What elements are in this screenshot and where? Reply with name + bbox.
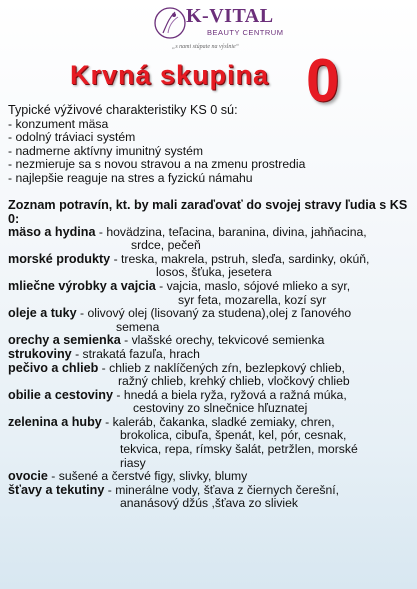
title-text: Krvná skupina xyxy=(70,60,270,90)
separator: - xyxy=(110,251,122,266)
foods-heading: Zoznam potravín, kt. by mali zaraďovať do svojej stravy ľudia s KS 0: xyxy=(8,197,408,226)
food-category-name: mäso a hydina xyxy=(8,224,96,239)
logo-mark-icon xyxy=(153,6,187,40)
food-category-name: zelenina a huby xyxy=(8,414,102,429)
separator: - xyxy=(113,387,124,402)
food-items: vlašské orechy, tekvicové semienka xyxy=(131,333,325,348)
title-letter: 0 xyxy=(306,47,340,114)
food-items-cont: ananásový džús ,šťava zo sliviek xyxy=(120,496,298,511)
food-category xyxy=(8,226,410,253)
food-items: treska, makrela, pstruh, sleďa, sardinky, okúň, xyxy=(121,251,370,266)
logo-subtitle: BEAUTY CENTRUM xyxy=(207,28,284,37)
food-category xyxy=(8,484,410,511)
food-items-cont: riasy xyxy=(120,455,146,470)
food-category-name: ovocie xyxy=(8,469,48,484)
food-items: chlieb z naklíčených zŕn, bezlepkový chlieb, xyxy=(109,360,345,375)
characteristics-heading: Typické výživové charakteristiky KS 0 sú: xyxy=(8,103,238,117)
characteristics-list xyxy=(8,118,410,186)
food-items: hnedá a biela ryža, ryžová a ražná múka, xyxy=(123,387,347,402)
logo-brand: K-VITAL xyxy=(186,5,274,27)
food-items: hovädzina, teľacina, baranina, divina, jahňacina, xyxy=(106,224,367,239)
separator: - xyxy=(98,360,110,375)
separator: - xyxy=(104,482,116,497)
food-items-cont: tekvica, repa, rímsky šalát, petržlen, morské xyxy=(120,442,358,457)
separator: - xyxy=(120,333,132,348)
list-item: - konzument mäsa xyxy=(8,116,109,131)
food-category xyxy=(8,416,410,470)
logo-slogan: „s nami stúpate na výslnie“ xyxy=(172,44,239,50)
food-category-name: oleje a tuky xyxy=(8,306,77,321)
food-items-cont: syr feta, mozarella, kozí syr xyxy=(178,292,327,307)
food-category xyxy=(8,362,410,389)
food-items-cont: losos, šťuka, jesetera xyxy=(156,265,272,280)
food-category-name: pečivo a chlieb xyxy=(8,360,99,375)
separator: - xyxy=(76,306,88,321)
food-category xyxy=(8,348,410,362)
separator: - xyxy=(155,278,167,293)
list-item: - nadmerne aktívny imunitný systém xyxy=(8,143,204,158)
food-category xyxy=(8,307,410,334)
food-category xyxy=(8,389,410,416)
food-category xyxy=(8,280,410,307)
food-items-cont: brokolica, cibuľa, špenát, kel, pór, cesnak, xyxy=(120,428,347,443)
food-category xyxy=(8,253,410,280)
food-category-name: morské produkty xyxy=(8,251,111,266)
food-items: olivový olej (lisovaný za studena),olej z ľanového xyxy=(87,306,352,321)
separator: - xyxy=(101,414,113,429)
food-items-cont: srdce, pečeň xyxy=(131,238,201,253)
food-items: kaleráb, čakanka, sladké zemiaky, chren, xyxy=(112,414,335,429)
food-category xyxy=(8,470,410,484)
document-body xyxy=(8,104,410,511)
separator: - xyxy=(95,224,107,239)
list-item: - odolný tráviaci systém xyxy=(8,130,136,145)
food-items: strakatá fazuľa, hrach xyxy=(82,346,200,361)
food-items: minerálne vody, šťava z čiernych čerešní, xyxy=(115,482,340,497)
list-item: - najlepšie reaguje na stres a fyzickú námahu xyxy=(8,170,253,185)
food-category-name: strukoviny xyxy=(8,346,72,361)
food-items: sušené a čerstvé figy, slivky, blumy xyxy=(58,469,248,484)
list-item: - nezmieruje sa s novou stravou a na zmenu prostredia xyxy=(8,157,306,172)
food-items-cont: cestoviny zo slnečnice hľuznatej xyxy=(133,401,308,416)
separator: - xyxy=(71,346,83,361)
separator: - xyxy=(47,469,59,484)
food-items-cont: semena xyxy=(116,319,160,334)
food-category-name: mliečne výrobky a vajcia xyxy=(8,278,156,293)
food-category-name: orechy a semienka xyxy=(8,333,121,348)
food-category xyxy=(8,334,410,348)
logo-header xyxy=(0,0,417,56)
food-list xyxy=(8,226,410,511)
food-items: vajcia, maslo, sójové mlieko a syr, xyxy=(166,278,351,293)
food-category-name: obilie a cestoviny xyxy=(8,387,113,402)
food-items-cont: ražný chlieb, krehký chlieb, vločkový chlieb xyxy=(118,374,350,389)
food-category-name: šťavy a tekutiny xyxy=(8,482,105,497)
